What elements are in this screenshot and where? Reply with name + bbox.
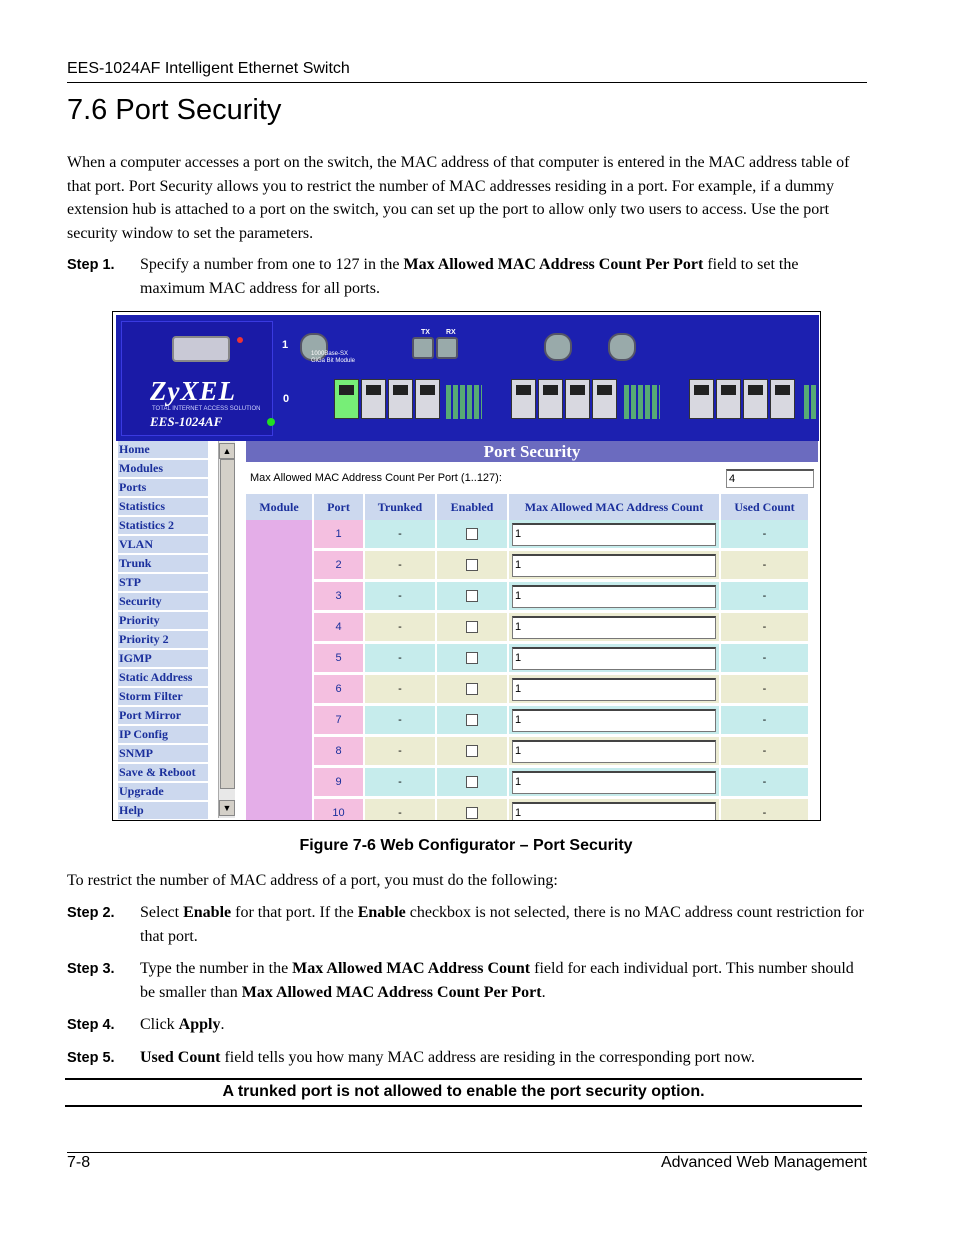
- col-used-count: Used Count: [721, 494, 808, 520]
- enable-checkbox[interactable]: [466, 683, 478, 695]
- nav-item-ip-config[interactable]: IP Config: [118, 726, 208, 743]
- nav-item-igmp[interactable]: IGMP: [118, 650, 208, 667]
- serial-port-icon: [172, 336, 230, 362]
- max-count-field[interactable]: 1: [512, 585, 716, 608]
- step-text: Used Count field tells you how many MAC address are residing in the corresponding port now.: [140, 1049, 755, 1066]
- device-banner: [116, 315, 819, 441]
- used-count-value: -: [721, 551, 808, 582]
- max-count-field[interactable]: 1: [512, 647, 716, 670]
- step-1: [67, 253, 867, 301]
- trunked-value: -: [365, 551, 435, 582]
- col-enabled: Enabled: [437, 494, 507, 520]
- used-count-value: -: [721, 799, 808, 820]
- scroll-thumb[interactable]: [220, 459, 235, 789]
- footer-rule: [67, 1152, 867, 1153]
- ethernet-port-icon: [565, 379, 590, 419]
- trunked-value: -: [365, 706, 435, 737]
- fiber-port-icon: [544, 333, 572, 361]
- ethernet-port-icon: [361, 379, 386, 419]
- panel-title: Port Security: [246, 441, 818, 462]
- used-count-value: -: [721, 737, 808, 768]
- note-text: A trunked port is not allowed to enable the port security option.: [222, 1083, 705, 1100]
- ethernet-port-icon: [415, 379, 440, 419]
- col-port: Port: [314, 494, 363, 520]
- step-label: Step 2.: [67, 905, 115, 921]
- ethernet-port-icon: [334, 379, 359, 419]
- table-row: [246, 768, 808, 799]
- step-text: Select Enable for that port. If the Enable checkbox is not selected, there is no MAC address count restriction for that port.: [140, 904, 864, 945]
- port-number: 2: [314, 551, 363, 582]
- led-bank-icon: [804, 385, 818, 419]
- enable-checkbox[interactable]: [466, 807, 478, 819]
- slot-0-label: 0: [283, 393, 290, 405]
- nav-item-statistics-2[interactable]: Statistics 2: [118, 517, 208, 534]
- max-count-cell: [509, 613, 719, 644]
- ethernet-port-icon: [716, 379, 741, 419]
- trunked-value: -: [365, 768, 435, 799]
- section-title: 7.6 Port Security: [67, 94, 282, 126]
- max-count-cell: [509, 799, 719, 820]
- port-security-panel: [246, 437, 818, 820]
- enable-checkbox[interactable]: [466, 590, 478, 602]
- nav-item-priority-2[interactable]: Priority 2: [118, 631, 208, 648]
- enabled-cell: [437, 520, 507, 551]
- table-row: [246, 551, 808, 582]
- port-security-table: [246, 494, 810, 820]
- col-trunked: Trunked: [365, 494, 435, 520]
- header-rule: [67, 82, 867, 83]
- rx-label: RX: [446, 329, 456, 336]
- ethernet-port-icon: [511, 379, 536, 419]
- trunked-value: -: [365, 675, 435, 706]
- nav-scrollbar[interactable]: [218, 441, 235, 818]
- page-number: 7-8: [67, 1154, 91, 1171]
- enabled-cell: [437, 768, 507, 799]
- used-count-value: -: [721, 706, 808, 737]
- ethernet-port-icon: [743, 379, 768, 419]
- restrict-intro: To restrict the number of MAC address of a port, you must do the following:: [67, 872, 558, 889]
- sc-port-icon: [436, 337, 458, 359]
- enable-checkbox[interactable]: [466, 745, 478, 757]
- max-count-input[interactable]: 4: [726, 469, 814, 488]
- status-led-icon: [237, 337, 243, 343]
- max-count-cell: [509, 768, 719, 799]
- nav-menu: [118, 441, 208, 818]
- nav-item-modules[interactable]: Modules: [118, 460, 208, 477]
- max-count-field[interactable]: 1: [512, 554, 716, 577]
- max-count-field[interactable]: 1: [512, 802, 716, 821]
- port-number: 3: [314, 582, 363, 613]
- table-row: [246, 799, 808, 820]
- trunked-value: -: [365, 799, 435, 820]
- col-module: Module: [246, 494, 312, 520]
- nav-item-upgrade[interactable]: Upgrade: [118, 783, 208, 800]
- enable-checkbox[interactable]: [466, 776, 478, 788]
- web-configurator-figure: [112, 311, 821, 821]
- enabled-cell: [437, 644, 507, 675]
- module-label: 1000Base-SX GiGa Bit Module: [311, 351, 356, 364]
- footer-section: Advanced Web Management: [660, 1154, 867, 1171]
- used-count-value: -: [721, 613, 808, 644]
- table-row: [246, 675, 808, 706]
- max-count-row: [246, 465, 818, 491]
- step-label: Step 4.: [67, 1017, 115, 1033]
- fiber-port-icon: [608, 333, 636, 361]
- nav-item-storm-filter[interactable]: Storm Filter: [118, 688, 208, 705]
- table-row: [246, 613, 808, 644]
- max-count-label: Max Allowed MAC Address Count Per Port (1..127):: [250, 472, 502, 484]
- used-count-value: -: [721, 768, 808, 799]
- running-header: EES-1024AF Intelligent Ethernet Switch: [67, 60, 350, 77]
- max-count-cell: [509, 706, 719, 737]
- nav-item-home[interactable]: Home: [118, 441, 208, 458]
- port-group-2: [511, 379, 617, 419]
- ethernet-port-icon: [592, 379, 617, 419]
- trunked-value: -: [365, 520, 435, 551]
- enable-checkbox[interactable]: [466, 714, 478, 726]
- enabled-cell: [437, 613, 507, 644]
- nav-item-vlan[interactable]: VLAN: [118, 536, 208, 553]
- step-5: [67, 1046, 867, 1070]
- note-rule-top: [65, 1078, 862, 1080]
- nav-item-snmp[interactable]: SNMP: [118, 745, 208, 762]
- nav-item-security[interactable]: Security: [118, 593, 208, 610]
- led-bank-icon: [624, 385, 660, 419]
- nav-item-statistics[interactable]: Statistics: [118, 498, 208, 515]
- nav-item-static-address[interactable]: Static Address: [118, 669, 208, 686]
- ethernet-port-icon: [770, 379, 795, 419]
- step-text: Click Apply.: [140, 1016, 225, 1033]
- ethernet-port-icon: [388, 379, 413, 419]
- max-count-field[interactable]: 1: [512, 771, 716, 794]
- nav-item-priority[interactable]: Priority: [118, 612, 208, 629]
- max-count-cell: [509, 644, 719, 675]
- enabled-cell: [437, 582, 507, 613]
- power-led-icon: [267, 418, 275, 426]
- table-row: [246, 706, 808, 737]
- table-row: [246, 737, 808, 768]
- trunked-value: -: [365, 644, 435, 675]
- nav-item-save-reboot[interactable]: Save & Reboot: [118, 764, 208, 781]
- nav-item-port-mirror[interactable]: Port Mirror: [118, 707, 208, 724]
- max-count-cell: [509, 551, 719, 582]
- logo-tagline: TOTAL INTERNET ACCESS SOLUTION: [152, 406, 261, 412]
- max-count-cell: [509, 675, 719, 706]
- trunked-value: -: [365, 582, 435, 613]
- used-count-value: -: [721, 675, 808, 706]
- max-count-cell: [509, 520, 719, 551]
- logo-panel: [121, 321, 273, 436]
- port-number: 1: [314, 520, 363, 551]
- ethernet-port-icon: [689, 379, 714, 419]
- max-count-field[interactable]: 1: [512, 740, 716, 763]
- intro-paragraph: When a computer accesses a port on the switch, the MAC address of that computer is entered in the MAC address table of that port. Port Security allows you to restrict the number of MAC addresses residing in a port. For example, if a dummy extension hub is attached to a port on the switch, you can set up the port to allow only two users to access. Use the port security window to set the parameters.: [67, 154, 850, 242]
- port-number: 7: [314, 706, 363, 737]
- trunked-value: -: [365, 613, 435, 644]
- step-text: Specify a number from one to 127 in the Max Allowed MAC Address Count Per Port field to set the maximum MAC address for all ports.: [140, 256, 799, 297]
- zyxel-logo: ZyXEL: [150, 376, 236, 406]
- figure-caption: Figure 7-6 Web Configurator – Port Security: [299, 837, 633, 854]
- max-count-field[interactable]: 1: [512, 709, 716, 732]
- col-max-count: Max Allowed MAC Address Count: [509, 494, 719, 520]
- scroll-up-icon[interactable]: ▲: [219, 443, 235, 459]
- led-bank-icon: [446, 385, 482, 419]
- tx-label: TX: [421, 329, 430, 336]
- step-text: Type the number in the Max Allowed MAC Address Count field for each individual port. This number should be smaller than Max Allowed MAC Address Count Per Port.: [140, 960, 854, 1001]
- table-row: [246, 644, 808, 675]
- scroll-down-icon[interactable]: ▼: [219, 800, 235, 816]
- used-count-value: -: [721, 520, 808, 551]
- enable-checkbox[interactable]: [466, 621, 478, 633]
- nav-item-help[interactable]: Help: [118, 802, 208, 819]
- module-cell: [246, 520, 312, 820]
- enable-checkbox[interactable]: [466, 652, 478, 664]
- nav-item-trunk[interactable]: Trunk: [118, 555, 208, 572]
- max-count-field[interactable]: 1: [512, 678, 716, 701]
- enabled-cell: [437, 706, 507, 737]
- step-3: [67, 957, 867, 1005]
- enabled-cell: [437, 675, 507, 706]
- step-label: Step 3.: [67, 961, 115, 977]
- max-count-cell: [509, 737, 719, 768]
- table-row: [246, 520, 808, 551]
- port-group-1: [334, 379, 440, 419]
- port-number: 5: [314, 644, 363, 675]
- enable-checkbox[interactable]: [466, 559, 478, 571]
- model-name: EES-1024AF: [150, 414, 223, 429]
- port-number: 4: [314, 613, 363, 644]
- port-group-3: [689, 379, 795, 419]
- port-number: 8: [314, 737, 363, 768]
- step-label: Step 1.: [67, 257, 115, 273]
- enable-checkbox[interactable]: [466, 528, 478, 540]
- max-count-cell: [509, 582, 719, 613]
- table-row: [246, 582, 808, 613]
- step-label: Step 5.: [67, 1050, 115, 1066]
- port-number: 6: [314, 675, 363, 706]
- step-2: [67, 901, 867, 949]
- max-count-field[interactable]: 1: [512, 616, 716, 639]
- slot-1-label: 1: [282, 339, 289, 351]
- enabled-cell: [437, 551, 507, 582]
- nav-item-ports[interactable]: Ports: [118, 479, 208, 496]
- port-number: 10: [314, 799, 363, 820]
- used-count-value: -: [721, 644, 808, 675]
- max-count-field[interactable]: 1: [512, 523, 716, 546]
- enabled-cell: [437, 737, 507, 768]
- trunked-value: -: [365, 737, 435, 768]
- used-count-value: -: [721, 582, 808, 613]
- enabled-cell: [437, 799, 507, 820]
- note-rule-bottom: [65, 1105, 862, 1107]
- sc-port-icon: [412, 337, 434, 359]
- ethernet-port-icon: [538, 379, 563, 419]
- step-4: [67, 1013, 867, 1037]
- nav-item-stp[interactable]: STP: [118, 574, 208, 591]
- port-number: 9: [314, 768, 363, 799]
